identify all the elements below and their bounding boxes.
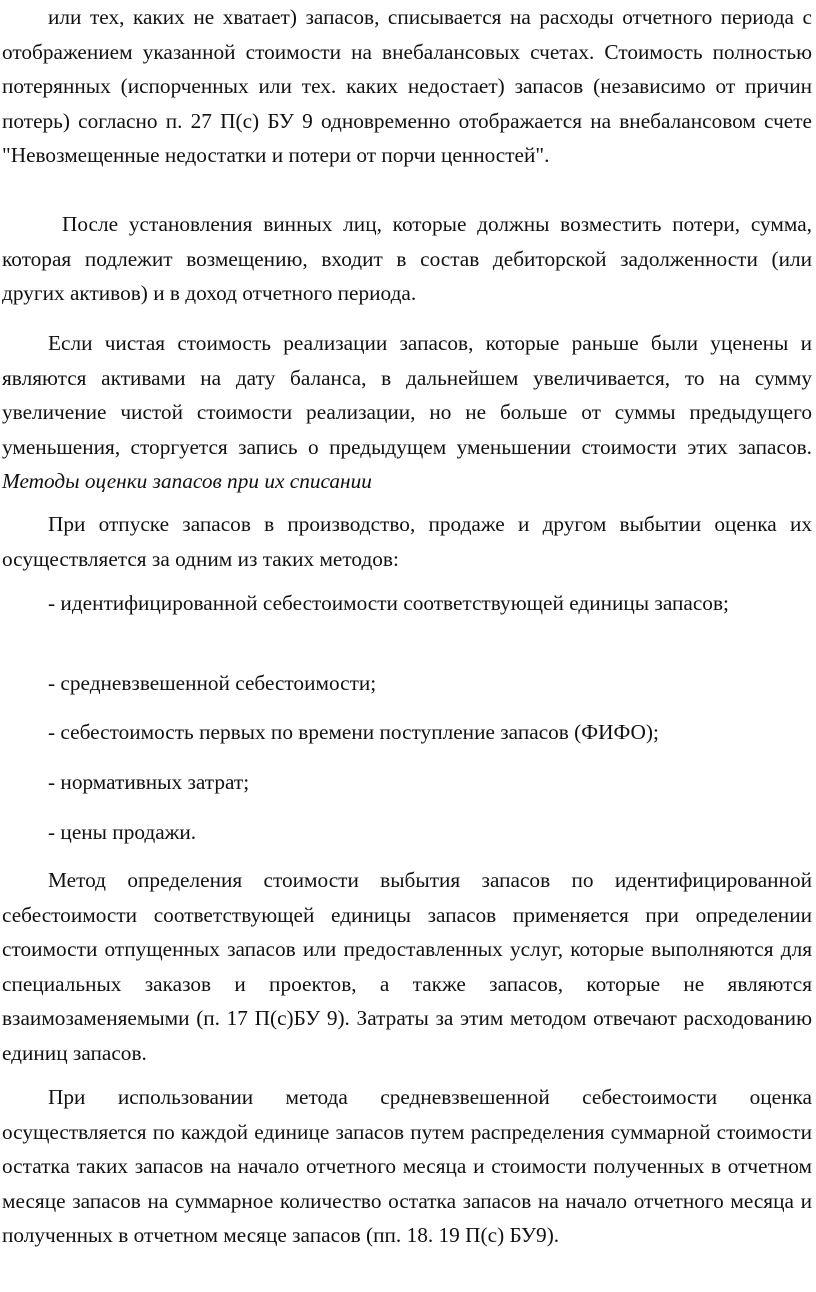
paragraph-1: или тех, каких не хватает) запасов, списывается на расходы отчетного периода с отображением указанной стоимости на внебалансовых счетах. Стоимость полностью потерянных (испорченных или тех. каких недостает) запасов (независимо от причин потерь) согласно п. 27 П(с) БУ 9 одновременно отображается на внебалансовом счете "Невозмещенные недостатки и потери от порчи ценностей". [2,5,812,167]
section-heading: Методы оценки запасов при их списании [2,469,372,493]
paragraph-3: Если чистая стоимость реализации запасов, которые раньше были уценены и являются активами на дату баланса, в дальнейшем увеличивается, то на сумму увеличение чистой стоимости реализации, но не больше от суммы предыдущего уменьшения, сторгуется запись о предыдущем уменьшении стоимости этих запасов. Методы оценки запасов при их списании [2,331,812,493]
paragraph-4: При отпуске запасов в производство, продаже и другом выбытии оценка их осуществляется за одним из таких методов: [2,512,812,571]
list-item: - идентифицированной себестоимости соответствующей единицы запасов; [48,591,729,615]
list-item: - цены продажи. [48,820,197,844]
paragraph-2: После установления винных лиц, которые должны возместить потери, сумма, которая подлежит возмещению, входит в состав дебиторской задолженности (или других активов) и в доход отчетного периода. [2,212,812,305]
list-item: - себестоимость первых по времени поступление запасов (ФИФО); [48,720,659,744]
list-item: - средневзвешенной себестоимости; [48,671,377,695]
list-item: - нормативных затрат; [48,770,250,794]
paragraph-6: При использовании метода средневзвешенной себестоимости оценка осуществляется по каждой единице запасов путем распределения суммарной стоимости остатка таких запасов на начало отчетного месяца и стоимости полученных в отчетном месяце запасов на суммарное количество остатка запасов на начало отчетного месяца и полученных в отчетном месяце запасов (пп. 18. 19 П(с) БУ9). [2,1085,812,1247]
paragraph-5: Метод определения стоимости выбытия запасов по идентифицированной себестоимости соответствующей единицы запасов применяется при определении стоимости отпущенных запасов или предоставленных услуг, которые выполняются для специальных заказов и проектов, а также запасов, которые не являются взаимозаменяемыми (п. 17 П(с)БУ 9). Затраты за этим методом отвечают расходованию единиц запасов. [2,868,812,1065]
